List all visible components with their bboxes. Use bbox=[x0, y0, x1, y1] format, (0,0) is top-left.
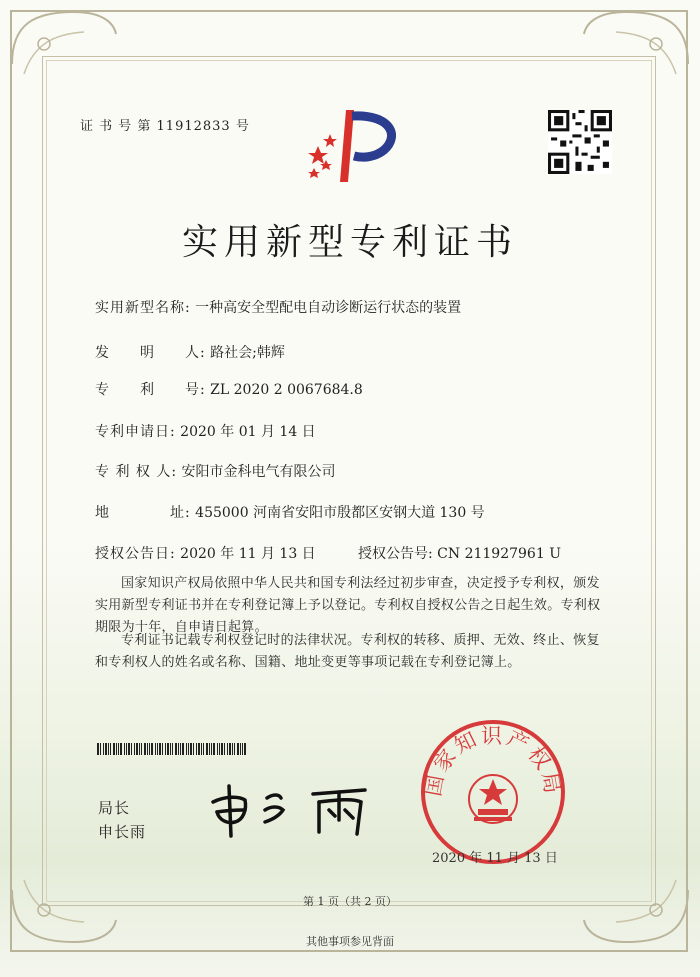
field-label: 授权公告号: bbox=[358, 546, 433, 562]
certificate-number: 证 书 号 第 11912833 号 bbox=[80, 119, 250, 134]
qr-code-icon bbox=[548, 110, 612, 174]
field-value: CN 211927961 U bbox=[437, 546, 561, 562]
field-patentee bbox=[95, 461, 336, 481]
field-grant-number bbox=[358, 543, 561, 563]
field-label: 专 利 号: bbox=[95, 382, 206, 398]
field-value: 2020 年 01 月 14 日 bbox=[180, 424, 316, 440]
director-name: 申长雨 bbox=[98, 823, 147, 841]
corner-ornament-icon bbox=[4, 4, 124, 94]
field-label: 实用新型名称: bbox=[95, 300, 191, 316]
seal-date: 2020 年 11 月 13 日 bbox=[432, 851, 558, 866]
field-value: 安阳市金科电气有限公司 bbox=[181, 464, 336, 480]
certificate-title: 实用新型专利证书 bbox=[181, 222, 518, 263]
field-value: 路社会;韩辉 bbox=[210, 345, 285, 361]
field-label: 授权公告日: bbox=[95, 546, 176, 562]
back-note: 其他事项参见背面 bbox=[306, 935, 394, 948]
field-utility-model-name bbox=[95, 297, 461, 317]
field-grant-date bbox=[95, 543, 316, 563]
page-indicator: 第 1 页（共 2 页） bbox=[303, 895, 397, 908]
field-address bbox=[95, 502, 485, 522]
paragraph-grant-statement: 国家知识产权局依照中华人民共和国专利法经过初步审查，决定授予专利权，颁发实用新型专利证书并在专利登记簿上予以登记。专利权自授权公告之日起生效。专利权期限为十年，自申请日起算。 bbox=[95, 576, 601, 635]
field-value: 455000 河南省安阳市殷都区安钢大道 130 号 bbox=[195, 505, 485, 521]
field-application-date bbox=[95, 421, 316, 441]
barcode-icon bbox=[97, 743, 247, 755]
paragraph-legal-status: 专利证书记载专利权登记时的法律状况。专利权的转移、质押、无效、终止、恢复和专利权人的姓名或名称、国籍、地址变更等事项记载在专利登记簿上。 bbox=[95, 633, 600, 670]
handwritten-signature-icon bbox=[205, 780, 375, 840]
field-label: 专利申请日: bbox=[95, 424, 176, 440]
field-label: 专 利 权 人: bbox=[95, 464, 178, 480]
field-value: 一种高安全型配电自动诊断运行状态的装置 bbox=[195, 300, 462, 316]
field-value: ZL 2020 2 0067684.8 bbox=[210, 382, 363, 398]
field-value: 2020 年 11 月 13 日 bbox=[180, 546, 316, 562]
field-inventor bbox=[95, 342, 285, 362]
field-patent-number bbox=[95, 379, 363, 399]
svg-text:国家知识产权局: 国家知识产权局 bbox=[421, 723, 565, 799]
field-label: 发 明 人: bbox=[95, 345, 206, 361]
field-label: 地 址: bbox=[95, 505, 191, 521]
cnipa-logo-icon bbox=[296, 106, 404, 184]
official-seal-icon bbox=[418, 717, 568, 867]
corner-ornament-icon bbox=[576, 4, 696, 94]
director-title: 局长 bbox=[98, 799, 131, 817]
